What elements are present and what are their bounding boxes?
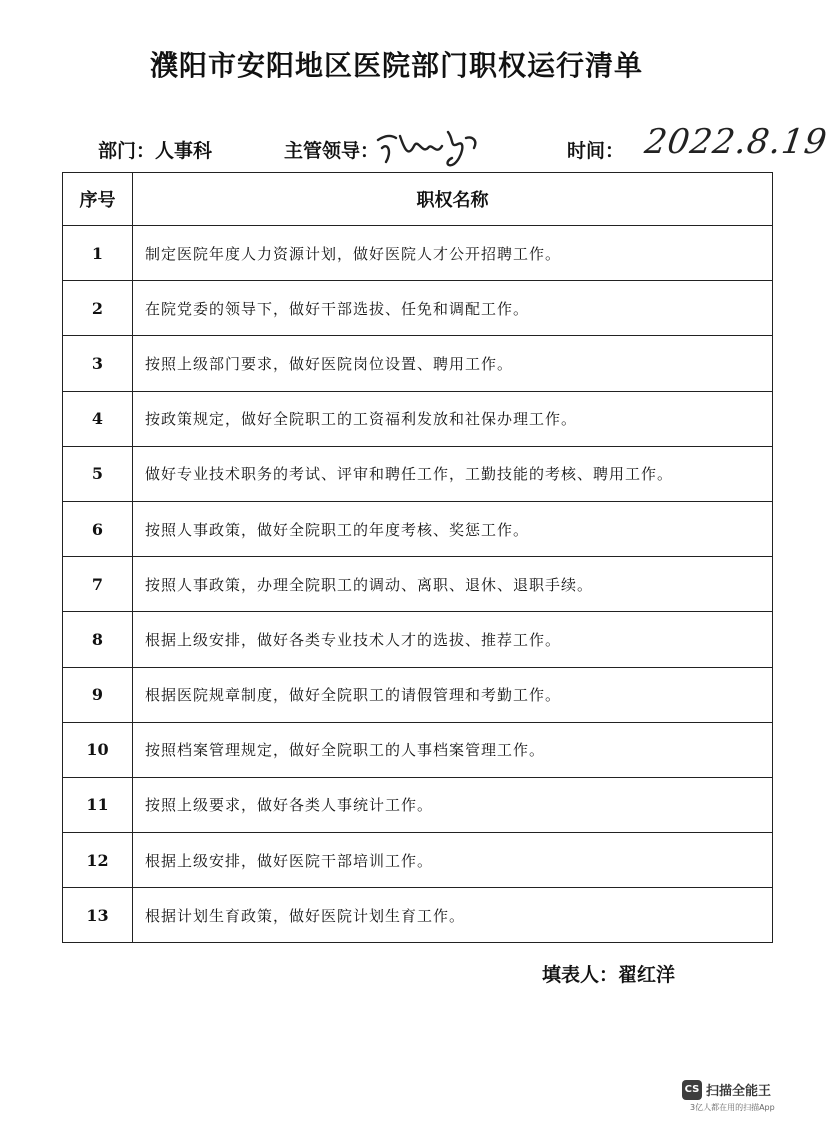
watermark-app-name: 扫描全能王 (706, 1084, 772, 1099)
row-number: 12 (63, 833, 133, 888)
row-number: 11 (63, 777, 133, 832)
watermark-tagline: 3亿人都在用的扫描App (690, 1103, 775, 1112)
row-number: 8 (63, 612, 133, 667)
row-duty-text: 根据上级安排，做好各类专业技术人才的选拔、推荐工作。 (133, 612, 773, 667)
table-row (63, 281, 773, 336)
page-title: 濮阳市安阳地区医院部门职权运行清单 (149, 49, 643, 82)
table-header-row (63, 173, 773, 226)
row-number: 6 (63, 501, 133, 556)
row-number: 7 (63, 557, 133, 612)
camscanner-logo-icon: CS (682, 1080, 702, 1100)
row-duty-text: 按照档案管理规定，做好全院职工的人事档案管理工作。 (133, 722, 773, 777)
leader-signature (370, 118, 490, 173)
row-duty-text: 做好专业技术职务的考试、评审和聘任工作，工勤技能的考核、聘用工作。 (133, 446, 773, 501)
row-number: 1 (63, 226, 133, 281)
row-duty-text: 按照人事政策，办理全院职工的调动、离职、退休、退职手续。 (133, 557, 773, 612)
row-duty-text: 制定医院年度人力资源计划，做好医院人才公开招聘工作。 (133, 226, 773, 281)
time-label: 时间： (567, 140, 625, 162)
row-duty-text: 按照上级部门要求，做好医院岗位设置、聘用工作。 (133, 336, 773, 391)
column-header-name: 职权名称 (133, 173, 773, 226)
filler-signature-line: 填表人：翟红洋 (542, 964, 676, 986)
table-row (63, 833, 773, 888)
leader-label: 主管领导： (284, 140, 380, 162)
table-row (63, 501, 773, 556)
table-row (63, 722, 773, 777)
row-duty-text: 按政策规定，做好全院职工的工资福利发放和社保办理工作。 (133, 391, 773, 446)
row-number: 2 (63, 281, 133, 336)
column-header-num: 序号 (63, 173, 133, 226)
department-label: 部门：人事科 (98, 140, 213, 162)
row-duty-text: 在院党委的领导下，做好干部选拔、任免和调配工作。 (133, 281, 773, 336)
table-row (63, 446, 773, 501)
row-number: 10 (63, 722, 133, 777)
row-number: 9 (63, 667, 133, 722)
table-row (63, 777, 773, 832)
row-number: 13 (63, 888, 133, 943)
row-number: 5 (63, 446, 133, 501)
table-row (63, 226, 773, 281)
row-duty-text: 根据计划生育政策，做好医院计划生育工作。 (133, 888, 773, 943)
row-duty-text: 按照人事政策，做好全院职工的年度考核、奖惩工作。 (133, 501, 773, 556)
row-duty-text: 根据医院规章制度，做好全院职工的请假管理和考勤工作。 (133, 667, 773, 722)
handwritten-date: 2022.8.19 (642, 122, 830, 162)
table-row (63, 336, 773, 391)
table-row (63, 612, 773, 667)
row-number: 3 (63, 336, 133, 391)
table-row (63, 888, 773, 943)
row-duty-text: 根据上级安排，做好医院干部培训工作。 (133, 833, 773, 888)
table-row (63, 391, 773, 446)
row-number: 4 (63, 391, 133, 446)
table-row (63, 667, 773, 722)
row-duty-text: 按照上级要求，做好各类人事统计工作。 (133, 777, 773, 832)
duty-table (62, 172, 773, 943)
table-row (63, 557, 773, 612)
